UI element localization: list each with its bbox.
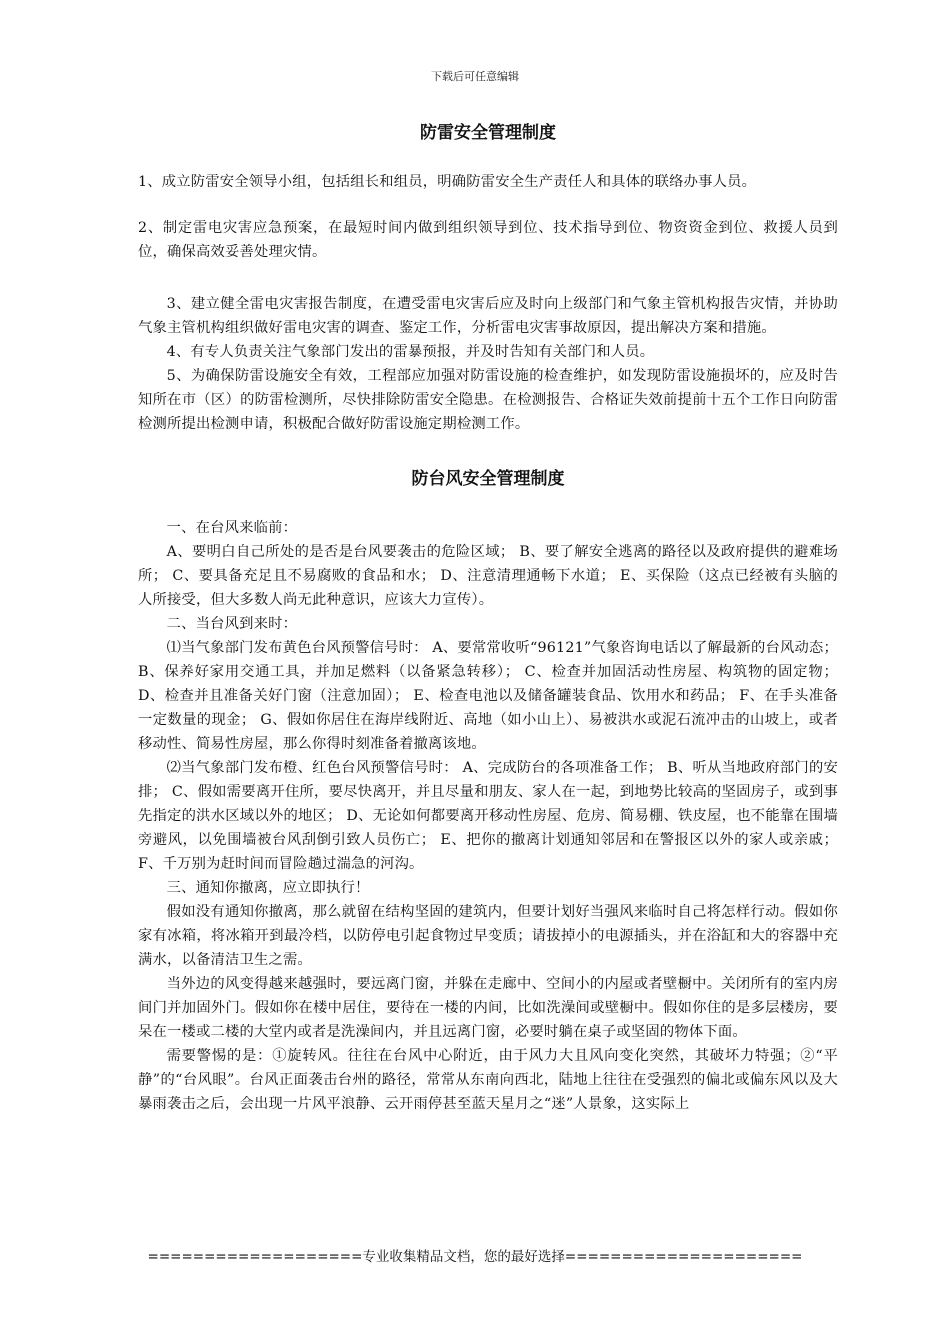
lightning-item-1: 1、成立防雷安全领导小组，包括组长和组员，明确防雷安全生产责任人和具体的联络办事人员。 bbox=[138, 174, 757, 190]
typhoon-before-list: A、要明白自己所处的是否是台风要袭击的危险区域； B、要了解安全逃离的路径以及政府提供的避难场所； C、要具备充足且不易腐败的食品和水； D、注意清理通畅下水道； E、买保险（这点已经被有头脑的人所接受，但大多数人尚无此种意识，应该大力宣传）。 bbox=[138, 544, 838, 608]
typhoon-heading-arrival: 二、当台风到来时： bbox=[166, 616, 298, 632]
typhoon-stay-indoors: 假如没有通知你撤离，那么就留在结构坚固的建筑内，但要计划好当强风来临时自己将怎样行动。假如你家有冰箱，将冰箱开到最冷档，以防停电引起食物过早变质；请拔掉小的电源插头，并在浴缸和大的容器中充满水，以备清洁卫生之需。 bbox=[138, 904, 838, 968]
document-body bbox=[138, 118, 838, 1116]
header-note: 下载后可任意编辑 bbox=[431, 70, 519, 83]
typhoon-strong-wind: 当外边的风变得越来越强时，要远离门窗，并躲在走廊中、空间小的内屋或者壁橱中。关闭所有的室内房间门并加固外门。假如你在楼中居住，要待在一楼的内间，比如洗澡间或壁橱中。假如你住的是多层楼房，要呆在一楼或二楼的大堂内或者是洗澡间内，并且远离门窗，必要时躺在桌子或坚固的物体下面。 bbox=[138, 976, 838, 1040]
section-title-typhoon: 防台风安全管理制度 bbox=[411, 469, 565, 489]
typhoon-warning-notes: 需要警惕的是：①旋转风。往往在台风中心附近，由于风力大且风向变化突然，其破坏力特强；②“平静”的“台风眼”。台风正面袭击台州的路径，常常从东南向西北，陆地上往往在受强烈的偏北或偏东风以及大暴雨袭击之后，会出现一片风平浪静、云开雨停甚至蓝天星月之“迷”人景象，这实际上 bbox=[138, 1048, 838, 1112]
typhoon-orange-red-warning: ⑵当气象部门发布橙、红色台风预警信号时： A、完成防台的各项准备工作； B、听从当地政府部门的安排； C、假如需要离开住所，要尽快离开，并且尽量和朋友、家人在一起，到地势比较高的坚固房子，或到事先指定的洪水区域以外的地区； D、无论如何都要离开移动性房屋、危房、简易棚、铁皮屋，也不能靠在围墙旁避风，以免围墙被台风刮倒引致人员伤亡； E、把你的撤离计划通知邻居和在警报区以外的家人或亲戚； F、千万别为赶时间而冒险趟过湍急的河沟。 bbox=[138, 760, 838, 872]
lightning-item-3: 3、建立健全雷电灾害报告制度，在遭受雷电灾害后应及时向上级部门和气象主管机构报告灾情，并协助气象主管机构组织做好雷电灾害的调查、鉴定工作，分析雷电灾害事故原因，提出解决方案和措施。 bbox=[138, 296, 838, 336]
typhoon-yellow-warning: ⑴当气象部门发布黄色台风预警信号时： A、要常常收听“96121”气象咨询电话以了解最新的台风动态； B、保养好家用交通工具，并加足燃料（以备紧急转移）； C、检查并加固活动性房屋、构筑物的固定物； D、检查并且准备关好门窗（注意加固）； E、检查电池以及储备罐装食品、饮用水和药品； F、在手头准备一定数量的现金； G、假如你居住在海岸线附近、高地（如小山上）、易被洪水或泥石流冲击的山坡上，或者移动性、简易性房屋，那么你得时刻准备着撤离该地。 bbox=[138, 640, 838, 752]
footer-banner: ===================专业收集精品文档，您的最好选择===================== bbox=[147, 1249, 803, 1265]
lightning-item-2: 2、制定雷电灾害应急预案，在最短时间内做到组织领导到位、技术指导到位、物资资金到位、救援人员到位，确保高效妥善处理灾情。 bbox=[138, 220, 838, 260]
lightning-item-5: 5、为确保防雷设施安全有效，工程部应加强对防雷设施的检查维护，如发现防雷设施损坏的，应及时告知所在市（区）的防雷检测所，尽快排除防雷安全隐患。在检测报告、合格证失效前提前十五个工作日向防雷检测所提出检测申请，积极配合做好防雷设施定期检测工作。 bbox=[138, 368, 838, 432]
typhoon-heading-before: 一、在台风来临前： bbox=[166, 520, 298, 536]
lightning-item-4: 4、有专人负责关注气象部门发出的雷暴预报，并及时告知有关部门和人员。 bbox=[166, 344, 655, 360]
section-title-lightning: 防雷安全管理制度 bbox=[420, 123, 556, 143]
typhoon-heading-evacuate: 三、通知你撤离，应立即执行！ bbox=[166, 880, 370, 896]
